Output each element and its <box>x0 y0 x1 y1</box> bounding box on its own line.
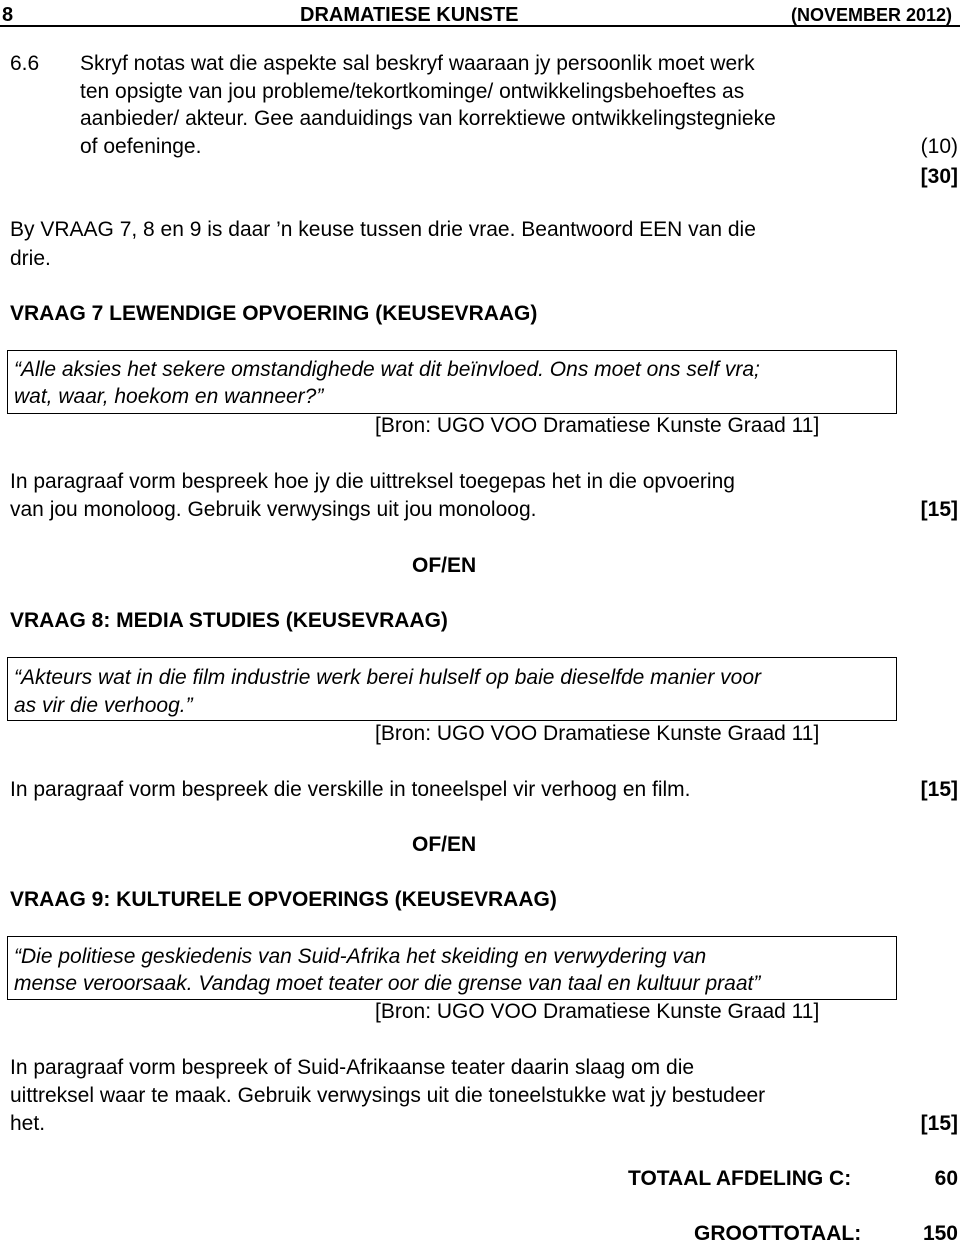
q66-line: aanbieder/ akteur. Gee aanduidings van korrektiewe ontwikkelingstegnieke <box>80 107 776 130</box>
document-title: DRAMATIESE KUNSTE <box>300 4 519 26</box>
page-number: 8 <box>2 4 14 26</box>
section-total-value: 60 <box>934 1167 958 1190</box>
q9-quote-line: “Die politiese geskiedenis van Suid-Afrika het skeiding en verwydering van <box>14 945 707 968</box>
q66-line: Skryf notas wat die aspekte sal beskryf waaraan jy persoonlik moet werk <box>80 52 755 75</box>
q9-quote-line: mense veroorsaak. Vandag moet teater oor die grense van taal en kultuur praat” <box>14 972 761 995</box>
q9-heading: VRAAG 9: KULTURELE OPVOERINGS (KEUSEVRAAG) <box>10 888 557 911</box>
exam-date: (NOVEMBER 2012) <box>790 5 952 25</box>
q9-marks: [15] <box>920 1112 958 1135</box>
q8-heading: VRAAG 8: MEDIA STUDIES (KEUSEVRAAG) <box>10 609 448 632</box>
q9-task-line: het. <box>10 1112 46 1135</box>
q8-task-line: In paragraaf vorm bespreek die verskille in toneelspel vir verhoog en film. <box>10 778 691 801</box>
q7-task-line: In paragraaf vorm bespreek hoe jy die uittreksel toegepas het in die opvoering <box>10 470 735 493</box>
q7-quote-line: “Alle aksies het sekere omstandighede wat dit beïnvloed. Ons moet ons self vra; <box>14 358 760 381</box>
or-separator: OF/EN <box>412 554 477 577</box>
q7-source: [Bron: UGO VOO Dramatiese Kunste Graad 11] <box>375 414 820 437</box>
q9-task-line: In paragraaf vorm bespreek of Suid-Afrikaanse teater daarin slaag om die <box>10 1056 695 1079</box>
q7-heading: VRAAG 7 LEWENDIGE OPVOERING (KEUSEVRAAG) <box>10 302 538 325</box>
question-number-6-6: 6.6 <box>10 52 40 75</box>
q66-line: of oefeninge. <box>80 135 202 158</box>
q8-quote-line: “Akteurs wat in die film industrie werk berei hulself op baie dieselfde manier voor <box>14 666 762 689</box>
instruction-line: By VRAAG 7, 8 en 9 is daar ’n keuse tussen drie vrae. Beantwoord EEN van die <box>10 218 756 241</box>
q9-task-line: uittreksel waar te maak. Gebruik verwysings uit die toneelstukke wat jy bestudeer <box>10 1084 766 1107</box>
q7-marks: [15] <box>920 498 958 521</box>
header-rule <box>0 25 960 27</box>
q7-task-line: van jou monoloog. Gebruik verwysings uit jou monoloog. <box>10 498 537 521</box>
q8-quote-line: as vir die verhoog.” <box>14 694 193 717</box>
q8-source: [Bron: UGO VOO Dramatiese Kunste Graad 11] <box>375 722 820 745</box>
section-total-marks: [30] <box>920 165 958 188</box>
q66-line: ten opsigte van jou probleme/tekortkominge/ ontwikkelingsbehoeftes as <box>80 80 745 103</box>
grand-total-value: 150 <box>922 1222 958 1245</box>
instruction-line: drie. <box>10 247 51 270</box>
grand-total-label: GROOTTOTAAL: <box>694 1222 862 1245</box>
q66-marks: (10) <box>920 135 958 158</box>
q8-marks: [15] <box>920 778 958 801</box>
section-total-label: TOTAAL AFDELING C: <box>628 1167 852 1190</box>
q9-source: [Bron: UGO VOO Dramatiese Kunste Graad 11] <box>375 1000 820 1023</box>
q7-quote-line: wat, waar, hoekom en wanneer?” <box>14 385 324 408</box>
or-separator: OF/EN <box>412 833 477 856</box>
